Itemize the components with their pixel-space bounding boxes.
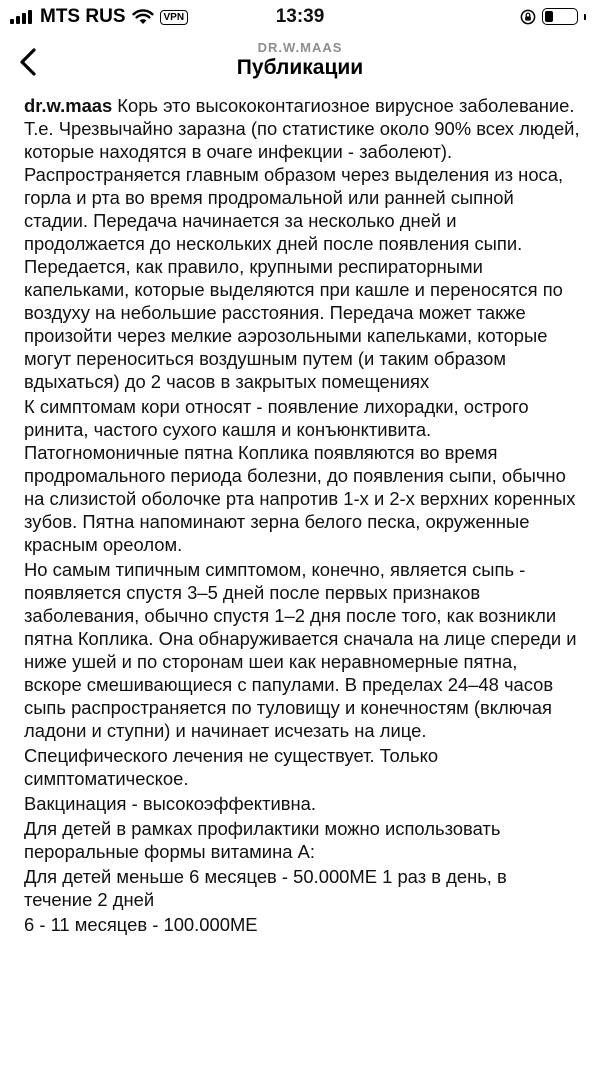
post-paragraph: Вакцинация - высокоэффективна. — [24, 793, 317, 814]
status-time: 13:39 — [275, 6, 325, 27]
status-right — [520, 8, 586, 25]
carrier-name: MTS RUS — [40, 6, 126, 27]
post-paragraph: 6 - 11 месяцев - 100.000МЕ — [24, 914, 258, 935]
post-paragraph-text: Корь это высококонтагиозное вирусное заболевание. Т.е. Чрезвычайно заразна (по статистике около 90% всех людей, которые находятся в очаге инфекции - заболеют). Распространяется главным образом через выделения из носа, горла и рта во время продромальной или ранней сыпной стадии. Передача начинается за несколько дней и продолжается до нескольких дней после появления сыпи. Передается, как правило, крупными респираторными капельками, которые выделяются при кашле и переносятся по воздуху на небольшие расстояния. Передача может также произойти через мелкие аэрозольными капельками, которые могут переноситься воздушным путем (и таким образом вдыхаться) до 2 часов в закрытых помещениях — [24, 95, 580, 392]
post-paragraph — [24, 94, 580, 393]
status-bar — [0, 0, 600, 36]
orientation-lock-icon — [520, 9, 536, 25]
battery-level — [545, 11, 553, 22]
post-paragraph: К симптомам кори относят - появление лихорадки, острого ринита, частого сухого кашля и конъюнктивита. Патогномоничные пятна Коплика появляются во время продромального периода болезни, до появления сыпи, обычно на слизистой оболочке рта напротив 1-х и 2-х верхних коренных зубов. Пятна напоминают зерна белого песка, окруженные красным ореолом. — [24, 396, 576, 555]
nav-header — [0, 36, 600, 92]
battery-icon — [542, 8, 578, 25]
post-paragraph: Но самым типичным симптомом, конечно, является сыпь - появляется спустя 3–5 дней после первых признаков заболевания, обычно спустя 1–2 дня после того, как возникли пятна Коплика. Она обнаруживается сначала на лице спереди и ниже ушей и по сторонам шеи как неравномерные пятна, вскоре смешивающиеся с папулами. В пределах 24–48 часов сыпь распространяется по туловищу и конечностям (включая ладони и ступни) и начинает исчезать на лице. — [24, 559, 577, 741]
post-paragraph: Специфического лечения не существует. Только симптоматическое. — [24, 745, 439, 789]
page-title: Публикации — [236, 56, 364, 79]
post-paragraph: Для детей в рамках профилактики можно использовать пероральные формы витамина А: — [24, 818, 501, 862]
battery-tip — [584, 14, 586, 20]
account-name: DR.W.MAAS — [257, 40, 343, 55]
post-username[interactable]: dr.w.maas — [24, 95, 113, 116]
vpn-badge: VPN — [160, 10, 189, 25]
post-caption — [24, 94, 580, 938]
post-paragraph: Для детей меньше 6 месяцев - 50.000МЕ 1 раз в день, в течение 2 дней — [24, 866, 507, 910]
